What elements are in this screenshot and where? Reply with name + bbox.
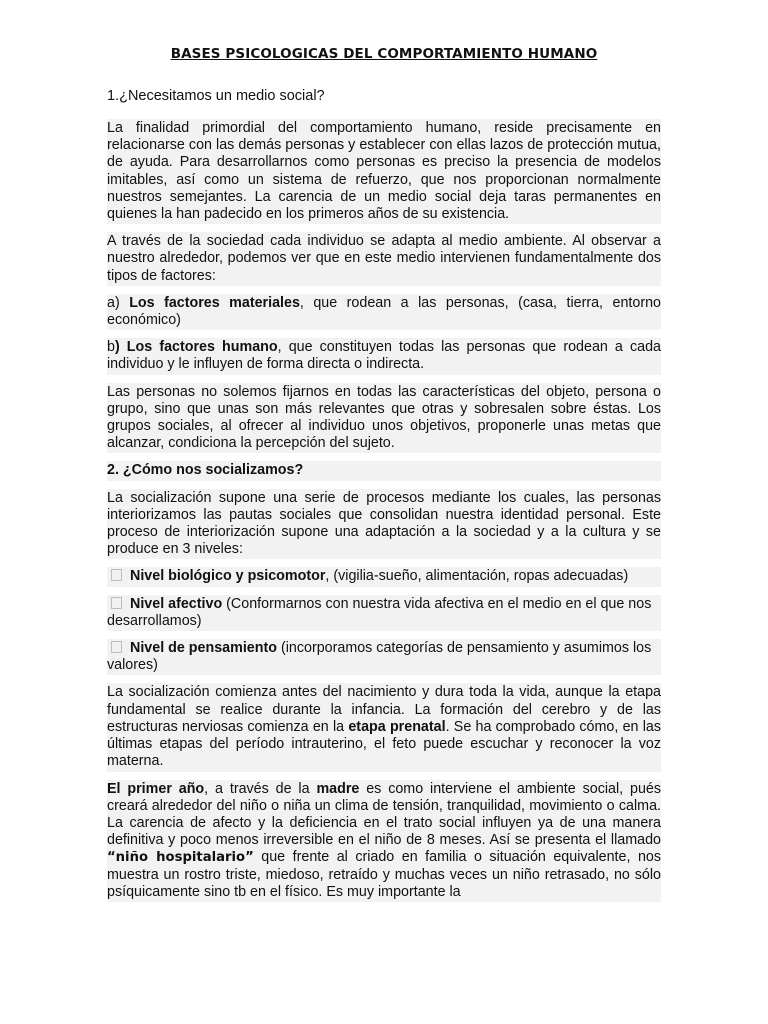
- document-body: [107, 119, 661, 910]
- paragraph-percepcion: Las personas no solemos fijarnos en todas las características del objeto, persona o grupo, sino que unas son más relevantes que otras y sobresalen sobre éstas. Los grupos sociales, al ofrecer al individuo unos objetivos, proponerle unas metas que alcanzar, condiciona la percepción del sujeto.: [107, 383, 661, 454]
- bullet-box-icon: [111, 569, 122, 581]
- paragraph-prenatal: La socialización comienza antes del nacimiento y dura toda la vida, aunque la etapa fundamental se realice durante la infancia. La formación del cerebro y de las estructuras nerviosas comienza en la etapa prenatal. Se ha comprobado cómo, en las últimas etapas del período intrauterino, el feto puede escuchar y reconocer la voz materna.: [107, 683, 661, 771]
- factor-b-text: , que constituyen todas las personas que rodean a cada individuo y le influyen de forma directa o indirecta.: [107, 339, 661, 373]
- question-2-heading: 2. ¿Cómo nos socializamos?: [107, 461, 661, 480]
- factor-a-text: , que rodean a las personas, (casa, tierra, entorno económico): [107, 294, 661, 329]
- factor-a-bold: Los factores materiales: [129, 294, 300, 311]
- factor-b-prefix: b: [107, 339, 115, 356]
- bullet-box-icon: [111, 641, 122, 653]
- bullet-box-icon: [111, 597, 122, 609]
- factor-a: [107, 294, 661, 330]
- paragraph-socializacion: La socialización supone una serie de procesos mediante los cuales, las personas interiorizamos las pautas sociales que consolidan nuestra identidad personal. Este proceso de interiorización supone una adaptación a la sociedad y a la cultura y se produce en 3 niveles:: [107, 489, 661, 560]
- factor-b-bold: ) Los factores humano: [114, 339, 278, 356]
- level-item: Nivel de pensamiento (incorporamos categorías de pensamiento y asumimos los valores): [107, 639, 661, 675]
- paragraph-sociedad: A través de la sociedad cada individuo se adapta al medio ambiente. Al observar a nuestro alrededor, podemos ver que en este medio intervienen fundamentalmente dos tipos de factores:: [107, 232, 661, 286]
- level-item: Nivel afectivo (Conformarnos con nuestra vida afectiva en el medio en el que nos desarrollamos): [107, 595, 661, 631]
- paragraph-primer-ano: El primer año, a través de la madre es como interviene el ambiente social, pués creará alrededor del niño o niña un clima de tensión, tranquilidad, movimiento o calma. La carencia de afecto y la deficiencia en el trato social influyen ya de una manera definitiva y poco menos irreversible en el niño de 8 meses. Así se presenta el llamado “niño hospitalario” que frente al criado en familia o situación equivalente, nos muestra un rostro triste, miedoso, retraído y muchas veces un niño retrasado, no sólo psíquicamente sino tb en el físico. Es muy importante la: [107, 780, 661, 902]
- factor-a-prefix: a): [107, 294, 130, 311]
- paragraph-finalidad: La finalidad primordial del comportamiento humano, reside precisamente en relacionarse con las demás personas y establecer con ellas lazos de protección mutua, de ayuda. Para desarrollarnos como personas es preciso la presencia de modelos imitables, así como un sistema de refuerzo, que nos proporcionan normalmente nuestros semejantes. La carencia de un medio social deja taras permanentes en quienes la han padecido en los primeros años de su existencia.: [107, 119, 661, 224]
- factor-b: [107, 338, 661, 374]
- document-title: BASES PSICOLOGICAS DEL COMPORTAMIENTO HUMANO: [170, 46, 598, 62]
- question-1-heading: 1.¿Necesitamos un medio social?: [107, 88, 325, 104]
- level-item: Nivel biológico y psicomotor, (vigilia-sueño, alimentación, ropas adecuadas): [107, 567, 661, 586]
